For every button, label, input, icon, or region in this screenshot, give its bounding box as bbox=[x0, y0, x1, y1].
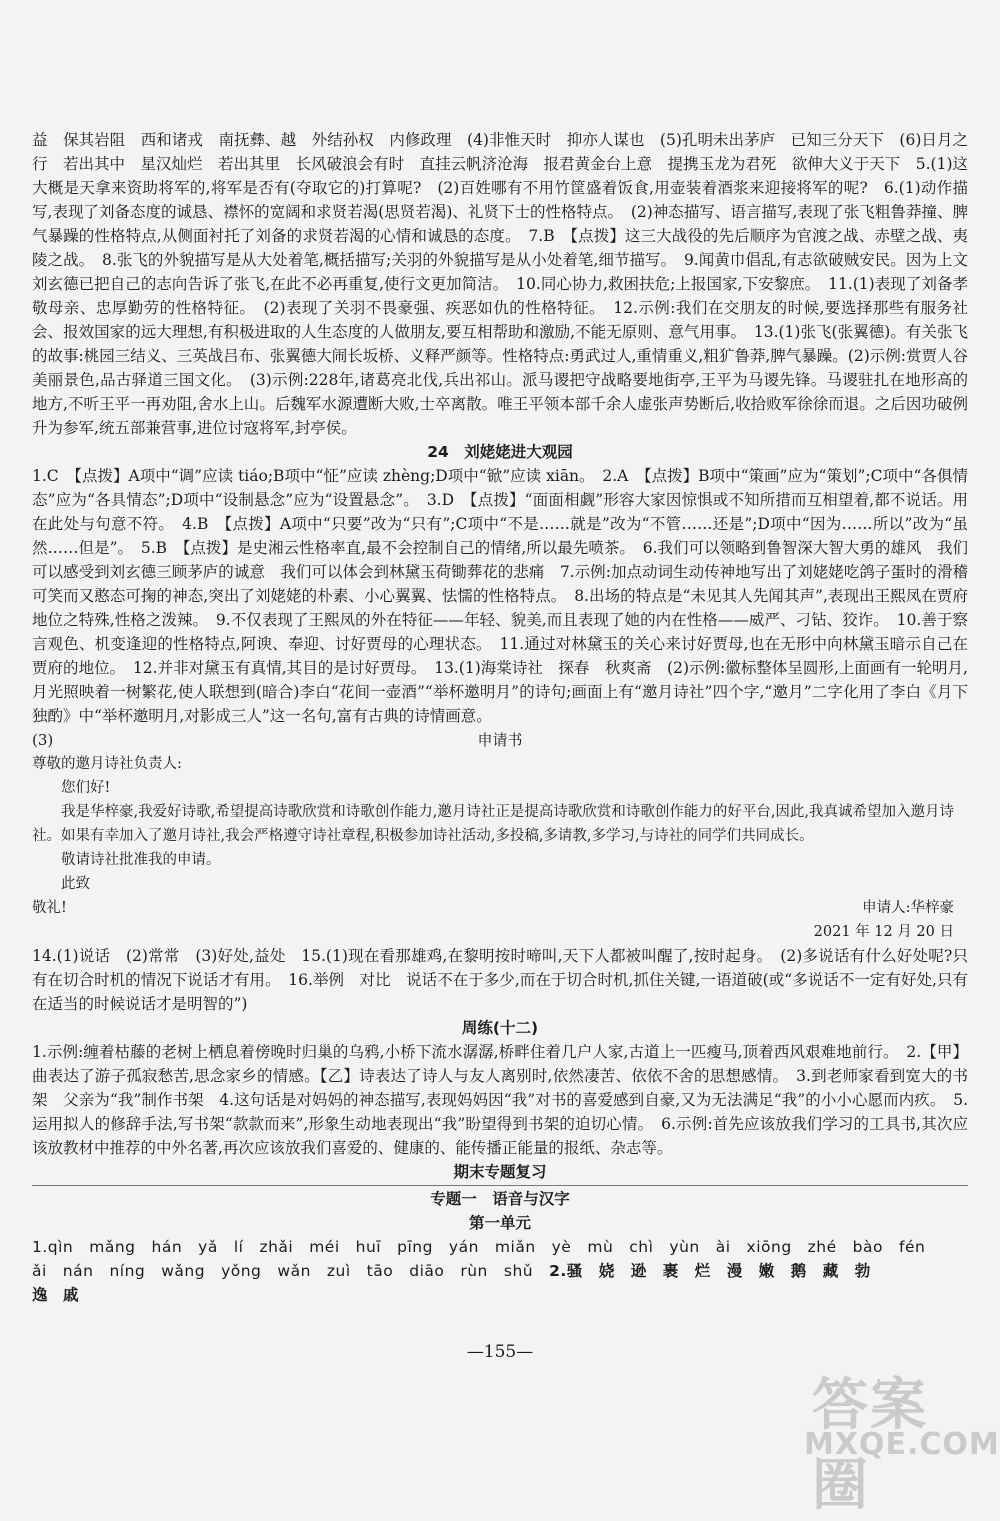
letter-salute: 敬礼! bbox=[32, 900, 67, 916]
pinyin-answers-line-2 bbox=[32, 1259, 968, 1283]
lesson-24-title: 24 刘姥姥进大观园 bbox=[427, 443, 573, 461]
answer-block-lesson23: 益 保其岩阻 西和诸戎 南抚彝、越 外结孙权 内修政理 (4)非惟天时 抑亦人谋也 (5)孔明未出茅庐 已知三分天下 (6)日月之行 若出其中 星汉灿烂 若出其里 长风破浪会有时 直挂云帆济沧海 报君黄金台上意 提携玉龙为君死 欲伸大义于天下 5.(1)这大概是天拿来资助将军的,将军是否有(夺取它的)打算呢? (2)百姓哪有不用竹筐盛着饭食,用壶装着酒浆来迎接将军的呢? 6.(1)动作描写,表现了刘备态度的诚恳、襟怀的宽阔和求贤若渴(思贤若渴)、礼贤下士的性格特点。 (2)神态描写、语言描写,表现了张飞粗鲁莽撞、脾气暴躁的性格特点,从侧面衬托了刘备的求贤若渴的心情和诚恳的态度。 7.B 【点拨】这三大战役的先后顺序为官渡之战、赤壁之战、夷陵之战。 8.张飞的外貌描写是从大处着笔,概括描写;关羽的外貌描写是从小处着笔,细节描写。 9.闻黄巾倡乱,有志欲破贼安民。因为上文刘玄德已把自己的志向告诉了张飞,在此不必再重复,使行文更加简洁。 10.同心协力,救困扶危;上报国家,下安黎庶。 11.(1)表现了刘备孝敬母亲、忠厚勤劳的性格特征。 (2)表现了关羽不畏豪强、疾恶如仇的性格特征。 12.示例:我们在交朋友的时候,要选择那些有服务社会、报效国家的远大理想,有积极进取的人生态度的人做朋友,要互相帮助和激励,不能无原则、意气用事。 13.(1)张飞(张翼德)。有关张飞的故事:桃园三结义、三英战吕布、张翼德大闹长坂桥、义释严颜等。性格特点:勇武过人,重情重义,粗犷鲁莽,脾气暴躁。(2)示例:赏贾人谷美丽景色,品古驿道三国文化。 (3)示例:228年,诸葛亮北伐,兵出祁山。派马谡把守战略要地街亭,王平为马谡先锋。马谡驻扎在地形高的地方,不听王平一再劝阻,舍水上山。后魏军水源遭断大败,士卒离散。唯王平领本部千余人虚张声势断后,收拾败军徐徐而退。之后因功破例升为参军,统五部兼营事,进位讨寇将军,封亭侯。 bbox=[32, 131, 968, 437]
letter-signer: 申请人:华梓豪 bbox=[862, 900, 954, 916]
letter-date: 2021 年 12 月 20 日 bbox=[813, 924, 954, 940]
answer-page bbox=[32, 128, 968, 1307]
weekly-exercise-title: 周练(十二) bbox=[461, 1019, 539, 1037]
final-review-title: 期末专题复习 bbox=[453, 1163, 547, 1181]
page-number: —155— bbox=[466, 1342, 534, 1362]
watermark-logo bbox=[792, 1353, 1000, 1518]
watermark-line-2: MXQE.COM bbox=[804, 1427, 1000, 1462]
answer-block-14-16: 14.(1)说话 (2)常常 (3)好处,益处 15.(1)现在看那雄鸡,在黎明按时啼叫,天下人都被叫醒了,按时起身。 (2)多说话有什么好处呢?只有在切合时机的情况下说话才有用。 16.举例 对比 说话不在于多少,而在于切合时机,抓住关键,一语道破(或“多说话不一定有好处,只有在适当的时候说话才是明智的”) bbox=[32, 947, 968, 1013]
topic-1-title: 专题一 语音与汉字 bbox=[430, 1190, 570, 1208]
letter-title: 申请书 bbox=[477, 731, 523, 749]
letter-body: 我是华梓豪,我爱好诗歌,希望提高诗歌欣赏和诗歌创作能力,邀月诗社正是提高诗歌欣赏和诗歌创作能力的好平台,因此,我真诚希望加入邀月诗社。如果有幸加入了邀月诗社,我会严格遵守诗社章程,积极参加诗社活动,多投稿,多请教,多学习,与诗社的同学们共同成长。 bbox=[32, 804, 955, 844]
question-number: (3) bbox=[32, 731, 54, 749]
section-divider bbox=[32, 1185, 968, 1186]
pinyin-answers-cont: ǎi nán níng wǎng yǒng wǎn zuì tāo diāo rùn shǔ bbox=[32, 1262, 534, 1280]
letter-closing-1: 此致 bbox=[61, 876, 90, 892]
answer-block-weekly: 1.示例:缠着枯藤的老树上栖息着傍晚时归巢的乌鸦,小桥下流水潺潺,桥畔住着几户人家,古道上一匹瘦马,顶着西风艰难地前行。 2.【甲】曲表达了游子孤寂愁苦,思念家乡的情感。【乙】诗表达了诗人与友人离别时,依然凄苦、依依不舍的思想感情。 3.到老师家看到宽大的书架 父亲为“我”制作书架 4.这句话是对妈妈的神态描写,表现妈妈因“我”对书的喜爱感到自豪,又为无法满足“我”的小小心愿而内疚。 5.运用拟人的修辞手法,写书架“款款而来”,形象生动地表现出“我”盼望得到书架的迫切心情。 6.示例:首先应该放我们学习的工具书,其次应该放教材中推荐的中外名著,再次应该放我们喜爱的、健康的、能传播正能量的报纸、杂志等。 bbox=[32, 1043, 968, 1157]
letter-greeting: 尊敬的邀月诗社负责人: bbox=[32, 756, 182, 772]
unit-1-title: 第一单元 bbox=[468, 1214, 531, 1232]
letter-request: 敬请诗社批准我的申请。 bbox=[61, 852, 221, 868]
character-answers-line-2: 逸 戚 bbox=[32, 1285, 79, 1304]
answer-block-lesson24: 1.C 【点拨】A项中“调”应读 tiáo;B项中“怔”应读 zhèng;D项中“锨”应读 xiān。 2.A 【点拨】B项中“策画”应为“策划”;C项中“各俱情态”应为“各具情态”;D项中“设制悬念”应为“设置悬念”。 3.D 【点拨】“面面相觑”形容大家因惊惧或不知所措而互相望着,都不说话。用在此处与句意不符。 4.B 【点拨】A项中“只要”改为“只有”;C项中“不是……就是”改为“不管……还是”;D项中“因为……所以”改为“虽然……但是”。 5.B 【点拨】是史湘云性格率直,最不会控制自己的情绪,所以最先喷茶。 6.我们可以领略到鲁智深大智大勇的雄风 我们可以感受到刘玄德三顾茅庐的诚意 我们可以体会到林黛玉荷锄葬花的悲痛 7.示例:加点动词生动传神地写出了刘姥姥吃鸽子蛋时的滑稽可笑而又憨态可掬的神态,突出了刘姥姥的朴素、小心翼翼、怯懦的性格特点。 8.出场的特点是“未见其人先闻其声”,表现出王熙凤在贾府地位之特殊,性格之泼辣。 9.不仅表现了王熙凤的外在特征——年轻、貌美,而且表现了她的内在性格——威严、刁钻、狡诈。 10.善于察言观色、机变逢迎的性格特点,阿谀、奉迎、讨好贾母的心理状态。 11.通过对林黛玉的关心来讨好贾母,也在无形中向林黛玉暗示自己在贾府的地位。 12.并非对黛玉有真情,其目的是讨好贾母。 13.(1)海棠诗社 探春 秋爽斋 (2)示例:徽标整体呈圆形,上面画有一轮明月,月光照映着一树繁花,使人联想到(暗合)李白“花间一壶酒”“举杯邀明月”的诗句;画面上有“邀月诗社”四个字,“邀月”二字化用了李白《月下独酌》中“举杯邀明月,对影成三人”这一名句,富有古典的诗情画意。 bbox=[32, 467, 968, 725]
pinyin-answers-line-1: 1.qìn mǎng hán yǎ lí zhǎi méi huī pīng yán miǎn yè mù chì yùn ài xiōng zhé bào fén bbox=[32, 1238, 926, 1256]
application-letter bbox=[32, 728, 968, 944]
character-answers: 2.骚 娆 逊 裹 烂 漫 嫩 鹅 藏 勃 bbox=[549, 1262, 871, 1280]
letter-closing-2 bbox=[32, 896, 968, 920]
watermark-line-1: 答案圈 bbox=[812, 1373, 928, 1518]
letter-hello: 您们好! bbox=[61, 780, 111, 796]
